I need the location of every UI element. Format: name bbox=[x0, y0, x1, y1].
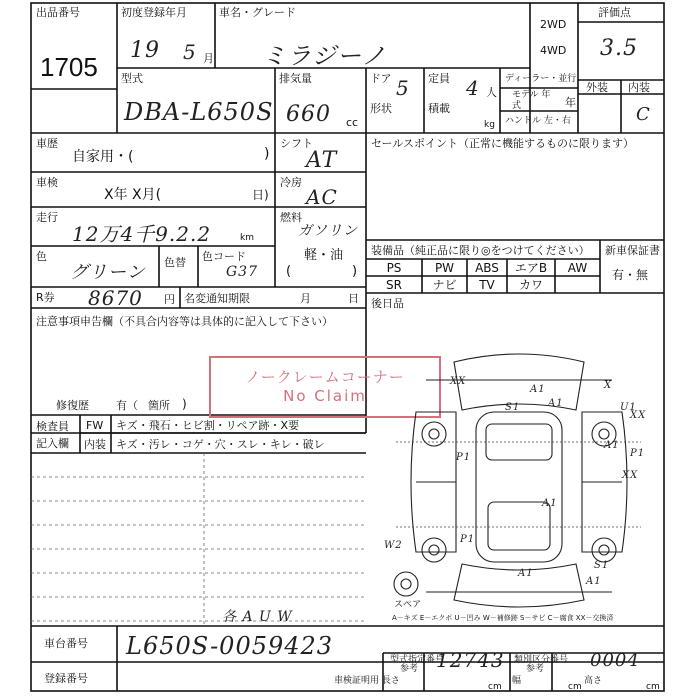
shape-label: 形状 bbox=[370, 102, 392, 115]
interior-notes-label: 内装 bbox=[84, 438, 106, 451]
name-change-label: 名変通知期限 bbox=[184, 292, 250, 305]
km-unit: km bbox=[240, 233, 254, 243]
handle-label: ハンドル 左・右 bbox=[505, 116, 571, 126]
class-value: 0004 bbox=[590, 650, 640, 671]
damage-mark: P1 bbox=[456, 452, 472, 463]
doors-label: ドア bbox=[370, 72, 392, 85]
recycle-value: 8670 bbox=[88, 286, 143, 310]
damage-mark: A1 bbox=[604, 440, 620, 451]
recycle-unit: 円 bbox=[164, 293, 175, 306]
interior-notes-text: キズ・汚レ・コゲ・穴・スレ・キレ・破レ bbox=[116, 438, 325, 451]
history-value: 自家用・( bbox=[72, 149, 134, 165]
drive-2wd: 2WD bbox=[540, 18, 567, 31]
fuel-options: 軽・油 bbox=[304, 248, 344, 263]
damage-mark: XX bbox=[630, 410, 647, 421]
damage-mark: XX bbox=[622, 470, 639, 481]
equipment-airbag: エアB bbox=[514, 261, 548, 275]
handwritten-note: 各 A U W bbox=[222, 609, 293, 625]
type-cert-reference: 参考 bbox=[400, 664, 419, 674]
type-cert-value: 12743 bbox=[436, 648, 505, 672]
damage-legend: A－キズ E－エクボ U－凹み W－補修跡 S－サビ C－腐食 XX－交換済 bbox=[392, 614, 614, 622]
fw-text: キズ・飛石・ヒビ割・リペア跡・X要 bbox=[116, 419, 300, 432]
registration-number-label: 登録番号 bbox=[44, 672, 88, 685]
exterior-label: 外装 bbox=[586, 81, 608, 94]
class-reference: 参考 bbox=[526, 664, 545, 674]
damage-mark: S1 bbox=[594, 560, 610, 571]
damage-mark: P1 bbox=[460, 534, 476, 545]
damage-mark: A1 bbox=[542, 498, 558, 509]
damage-mark: A1 bbox=[530, 384, 546, 395]
damage-mark: X bbox=[604, 380, 613, 391]
doors-value: 5 bbox=[396, 76, 410, 100]
afterparts-label: 後日品 bbox=[371, 297, 404, 310]
recycle-label: R券 bbox=[36, 291, 55, 304]
mileage-value: 12万4千9.2.2 bbox=[72, 222, 212, 246]
month-unit: 月 bbox=[203, 52, 214, 65]
repair-history-label: 修復歴 bbox=[56, 399, 89, 412]
capacity-label: 定員 bbox=[428, 72, 450, 85]
color-code-label: 色コード bbox=[202, 250, 246, 263]
dealer-label: ディーラー・並行 bbox=[505, 74, 577, 84]
interior-grade-value: C bbox=[636, 104, 651, 125]
name-change-day: 日 bbox=[348, 292, 359, 305]
height-cm: cm bbox=[646, 682, 660, 692]
load-label: 積載 bbox=[428, 102, 450, 115]
drive-4wd: 4WD bbox=[540, 44, 567, 57]
year-unit: 年 bbox=[565, 96, 576, 109]
fw-label: FW bbox=[86, 419, 104, 432]
damage-mark: XX bbox=[450, 376, 467, 387]
fuel-label: 燃料 bbox=[280, 211, 302, 224]
damage-mark: U1 bbox=[620, 402, 637, 413]
inspector-label: 検査員 bbox=[36, 420, 69, 433]
name-change-month: 月 bbox=[300, 292, 311, 305]
new-warranty-label: 新車保証書 bbox=[605, 244, 660, 257]
fuel-value: ガソリン bbox=[298, 223, 358, 239]
first-registration-month: 5 bbox=[183, 40, 197, 64]
no-claim-en: No Claim bbox=[283, 387, 367, 405]
warranty-options: 有・無 bbox=[612, 268, 649, 282]
displacement-label: 排気量 bbox=[279, 72, 312, 85]
color-change-label: 色替 bbox=[164, 256, 186, 269]
repair-history-value: 有（ bbox=[116, 399, 138, 412]
lot-number-label: 出品番号 bbox=[36, 6, 80, 19]
grade-value: 3.5 bbox=[600, 36, 638, 61]
grade-label: 評価点 bbox=[598, 6, 631, 19]
shift-value: AT bbox=[306, 148, 338, 173]
interior-grade-label: 内装 bbox=[628, 81, 650, 94]
model-value: DBA-L650S bbox=[124, 98, 274, 126]
car-name-label: 車名・グレード bbox=[219, 6, 296, 19]
length-cm: cm bbox=[488, 682, 502, 692]
color-value: グリーン bbox=[70, 262, 146, 283]
damage-mark: W2 bbox=[384, 540, 403, 551]
equipment-tv: TV bbox=[479, 278, 495, 292]
equipment-abs: ABS bbox=[475, 261, 499, 275]
damage-mark: S1 bbox=[505, 402, 521, 413]
color-code-value: G37 bbox=[226, 264, 258, 280]
class-label: 類別区分番号 bbox=[514, 655, 569, 665]
chassis-number-label: 車台番号 bbox=[44, 637, 88, 650]
damage-mark: P1 bbox=[630, 448, 646, 459]
history-label: 車歴 bbox=[36, 137, 58, 150]
chassis-number: L650S-0059423 bbox=[126, 632, 334, 660]
entry-label: 記入欄 bbox=[36, 437, 69, 450]
capacity-value: 4 bbox=[466, 76, 480, 100]
cert-length-label: 車検証明用 長さ bbox=[334, 676, 400, 686]
model-year-label: モデル 年式 bbox=[512, 90, 551, 111]
damage-mark: A1 bbox=[518, 568, 534, 579]
kg-unit: kg bbox=[484, 120, 495, 130]
shift-label: シフト bbox=[280, 137, 313, 150]
inspection-day: 日) bbox=[252, 188, 269, 202]
first-registration-year: 19 bbox=[130, 38, 160, 63]
car-damage-diagram bbox=[376, 352, 661, 622]
car-name: ミラジーノ bbox=[262, 42, 387, 70]
equipment-navi: ナビ bbox=[432, 278, 457, 292]
width-label: 幅 bbox=[512, 676, 522, 686]
lot-number: 1705 bbox=[40, 52, 98, 82]
damage-mark: A1 bbox=[586, 576, 602, 587]
damage-mark: A1 bbox=[548, 398, 564, 409]
ac-label: 冷房 bbox=[280, 176, 302, 189]
model-label: 型式 bbox=[121, 72, 143, 85]
width-cm: cm bbox=[568, 682, 582, 692]
notes-label: 注意事項申告欄（不具合内容等は具体的に記入して下さい） bbox=[36, 315, 333, 328]
color-label: 色 bbox=[36, 250, 47, 263]
inspection-label: 車検 bbox=[36, 176, 58, 189]
equipment-leather: カワ bbox=[518, 278, 543, 292]
sales-points-label: セールスポイント（正常に機能するものに限ります） bbox=[371, 137, 635, 150]
no-claim-jp: ノークレームコーナー bbox=[245, 368, 405, 386]
type-cert-label: 型式指定番号 bbox=[390, 655, 445, 665]
capacity-unit: 人 bbox=[486, 86, 497, 99]
height-label: 高さ bbox=[584, 676, 603, 686]
equipment-sr: SR bbox=[386, 278, 402, 292]
first-registration-label: 初度登録年月 bbox=[121, 6, 187, 19]
repair-history-suffix: 箇所 bbox=[148, 399, 170, 412]
inspection-value: X年 X月( bbox=[104, 187, 162, 203]
equipment-label: 装備品（純正品に限り◎をつけてください） bbox=[371, 244, 590, 257]
mileage-label: 走行 bbox=[36, 211, 58, 224]
ac-value: AC bbox=[306, 185, 338, 209]
equipment-aw: AW bbox=[567, 261, 588, 275]
cc-unit: cc bbox=[346, 116, 359, 129]
displacement-value: 660 bbox=[286, 102, 331, 127]
equipment-pw: PW bbox=[434, 261, 455, 275]
equipment-ps: PS bbox=[386, 261, 402, 275]
spare-label: スペア bbox=[394, 600, 422, 610]
